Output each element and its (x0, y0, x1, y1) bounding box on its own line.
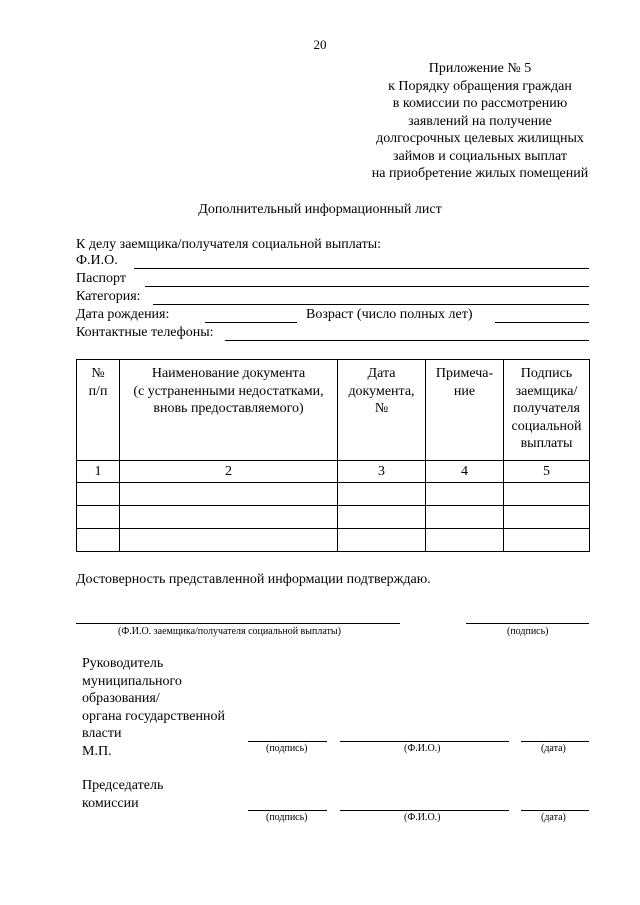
category-label: Категория: (76, 289, 141, 304)
passport-field[interactable] (145, 286, 589, 287)
header-signature: Подпись заемщика/ получателя социальной выплаты (504, 360, 590, 461)
table-header-row (77, 360, 590, 461)
chair-date-caption: (дата) (541, 812, 566, 823)
header-note: Примеча- ние (426, 360, 504, 461)
fio-field[interactable] (134, 268, 589, 269)
head-signature-caption: (подпись) (266, 743, 308, 754)
chair-signature-line[interactable] (248, 810, 327, 811)
table-cell[interactable] (504, 506, 590, 529)
table-cell[interactable] (120, 529, 338, 552)
chair-signature-caption: (подпись) (266, 812, 308, 823)
category-field[interactable] (153, 304, 589, 305)
age-field[interactable] (495, 322, 589, 323)
header-number: № п/п (77, 360, 120, 461)
appendix-line: в комиссии по рассмотрению (392, 96, 568, 111)
chair-fio-caption: (Ф.И.О.) (404, 812, 441, 823)
head-signature-line[interactable] (248, 741, 327, 742)
stamp-label: М.П. (82, 743, 112, 759)
appendix-line: к Порядку обращения граждан (388, 78, 572, 94)
chair-line: Председатель (82, 778, 164, 793)
appendix-header (330, 60, 630, 183)
header-document-name: Наименование документа (с устраненными недостатками, вновь предоставляемого) (120, 360, 338, 461)
age-label: Возраст (число полных лет) (306, 307, 473, 322)
table-cell[interactable] (504, 483, 590, 506)
phones-label: Контактные телефоны: (76, 325, 214, 340)
borrower-signature-line[interactable] (466, 623, 589, 624)
table-cell[interactable] (338, 506, 426, 529)
page-number: 20 (313, 37, 327, 52)
column-number: 4 (426, 461, 504, 483)
chair-line: комиссии (82, 795, 139, 811)
table-row (77, 529, 590, 552)
chair-date-line[interactable] (521, 810, 589, 811)
table-cell[interactable] (77, 506, 120, 529)
head-line: образования/ (82, 691, 160, 706)
passport-label: Паспорт (76, 271, 126, 286)
table-cell[interactable] (120, 506, 338, 529)
table-cell[interactable] (120, 483, 338, 506)
head-line: муниципального (82, 673, 182, 689)
head-line: власти (82, 726, 122, 741)
header-document-date: Дата документа, № (338, 360, 426, 461)
head-date-line[interactable] (521, 741, 589, 742)
head-line: органа государственной (82, 708, 225, 724)
borrower-signature-caption: (подпись) (507, 626, 549, 637)
head-date-caption: (дата) (541, 743, 566, 754)
appendix-line: займов и социальных выплат (393, 148, 567, 164)
column-number: 3 (338, 461, 426, 483)
table-cell[interactable] (77, 483, 120, 506)
fio-label: Ф.И.О. (76, 253, 118, 268)
case-label: К делу заемщика/получателя социальной выплаты: (76, 237, 382, 252)
head-fio-line[interactable] (340, 741, 509, 742)
chair-fio-line[interactable] (340, 810, 509, 811)
table-cell[interactable] (338, 529, 426, 552)
column-number: 5 (504, 461, 590, 483)
table-cell[interactable] (426, 529, 504, 552)
head-fio-caption: (Ф.И.О.) (404, 743, 441, 754)
table-cell[interactable] (338, 483, 426, 506)
table-cell[interactable] (504, 529, 590, 552)
table-row (77, 506, 590, 529)
document-title: Дополнительный информационный лист (198, 202, 442, 217)
birth-date-label: Дата рождения: (76, 307, 170, 322)
borrower-fio-line[interactable] (76, 623, 400, 624)
table-cell[interactable] (77, 529, 120, 552)
table-cell[interactable] (426, 483, 504, 506)
head-line: Руководитель (82, 656, 164, 671)
phones-field[interactable] (225, 340, 589, 341)
birth-date-field[interactable] (205, 322, 297, 323)
appendix-line: долгосрочных целевых жилищных (376, 131, 584, 146)
documents-table (76, 359, 590, 552)
head-block (82, 655, 252, 760)
chair-block (82, 777, 252, 812)
table-number-row (77, 461, 590, 483)
appendix-line: Приложение № 5 (428, 61, 532, 76)
appendix-line: заявлений на получение (408, 113, 552, 129)
confirmation-text: Достоверность представленной информации подтверждаю. (76, 572, 431, 587)
table-row (77, 483, 590, 506)
appendix-line: на приобретение жилых помещений (371, 166, 589, 181)
column-number: 2 (120, 461, 338, 483)
table-cell[interactable] (426, 506, 504, 529)
column-number: 1 (77, 461, 120, 483)
borrower-fio-caption: (Ф.И.О. заемщика/получателя социальной выплаты) (118, 626, 341, 637)
